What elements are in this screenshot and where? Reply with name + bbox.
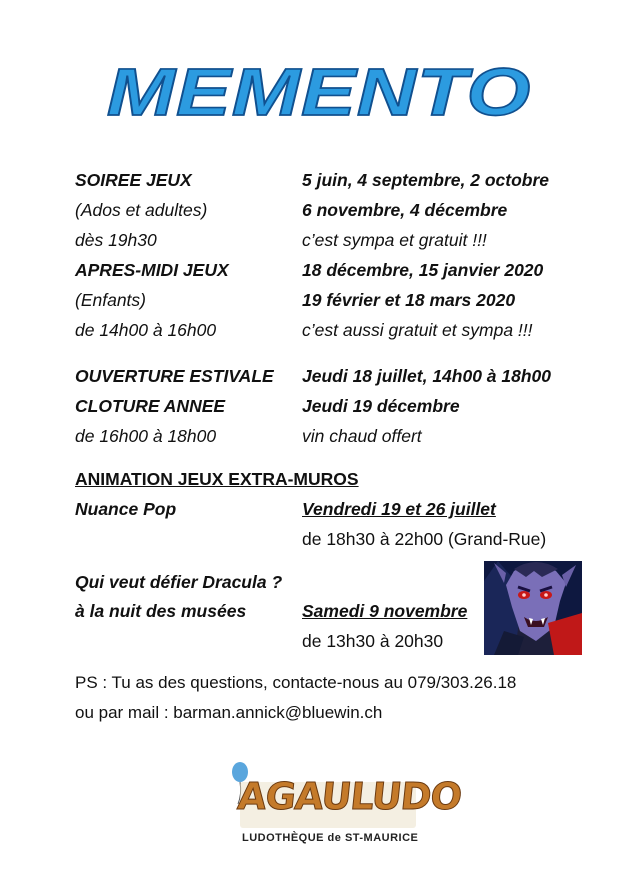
apresmidi-dates-1: 18 décembre, 15 janvier 2020	[302, 260, 544, 280]
apresmidi-dates-2: 19 février et 18 mars 2020	[302, 290, 516, 310]
ps-line-1: PS : Tu as des questions, contacte-nous au 079/303.26.18	[75, 673, 517, 692]
dracula-image	[484, 561, 582, 655]
apresmidi-audience: (Enfants)	[75, 290, 146, 310]
apresmidi-time: de 14h00 à 16h00	[75, 320, 217, 340]
ps-line-2: ou par mail : barman.annick@bluewin.ch	[75, 703, 383, 722]
dracula-label-1: Qui veut défier Dracula ?	[75, 572, 283, 592]
dracula-date: Samedi 9 novembre	[302, 601, 468, 621]
animation-heading: ANIMATION JEUX EXTRA-MUROS	[75, 469, 359, 489]
logo-name: AGAULUDO	[235, 775, 464, 818]
apresmidi-note: c’est aussi gratuit et sympa !!!	[302, 320, 533, 340]
dracula-label-2: à la nuit des musées	[75, 601, 247, 621]
nuance-time: de 18h30 à 22h00 (Grand-Rue)	[302, 529, 547, 549]
apresmidi-label: APRES-MIDI JEUX	[75, 260, 229, 280]
soiree-dates-2: 6 novembre, 4 décembre	[302, 200, 508, 220]
nuance-label: Nuance Pop	[75, 499, 177, 519]
logo-subtitle: LUDOTHÈQUE de ST-MAURICE	[242, 832, 419, 844]
cloture-date: Jeudi 19 décembre	[302, 396, 460, 416]
cloture-label: CLOTURE ANNEE	[75, 396, 226, 416]
nuance-date: Vendredi 19 et 26 juillet	[302, 499, 496, 519]
dracula-face-icon	[484, 561, 582, 655]
soiree-dates-1: 5 juin, 4 septembre, 2 octobre	[302, 170, 550, 190]
ouverture-date: Jeudi 18 juillet, 14h00 à 18h00	[302, 366, 552, 386]
ouverture-label: OUVERTURE ESTIVALE	[75, 366, 274, 386]
soiree-label: SOIREE JEUX	[75, 170, 192, 190]
cloture-time: de 16h00 à 18h00	[75, 426, 217, 446]
dracula-time: de 13h30 à 20h30	[302, 631, 444, 651]
cloture-note: vin chaud offert	[302, 426, 422, 446]
soiree-audience: (Ados et adultes)	[75, 200, 208, 220]
agauludo-logo	[228, 760, 464, 852]
soiree-time: dès 19h30	[75, 230, 157, 250]
page-title: MEMENTO	[106, 55, 532, 130]
soiree-note: c’est sympa et gratuit !!!	[302, 230, 487, 250]
